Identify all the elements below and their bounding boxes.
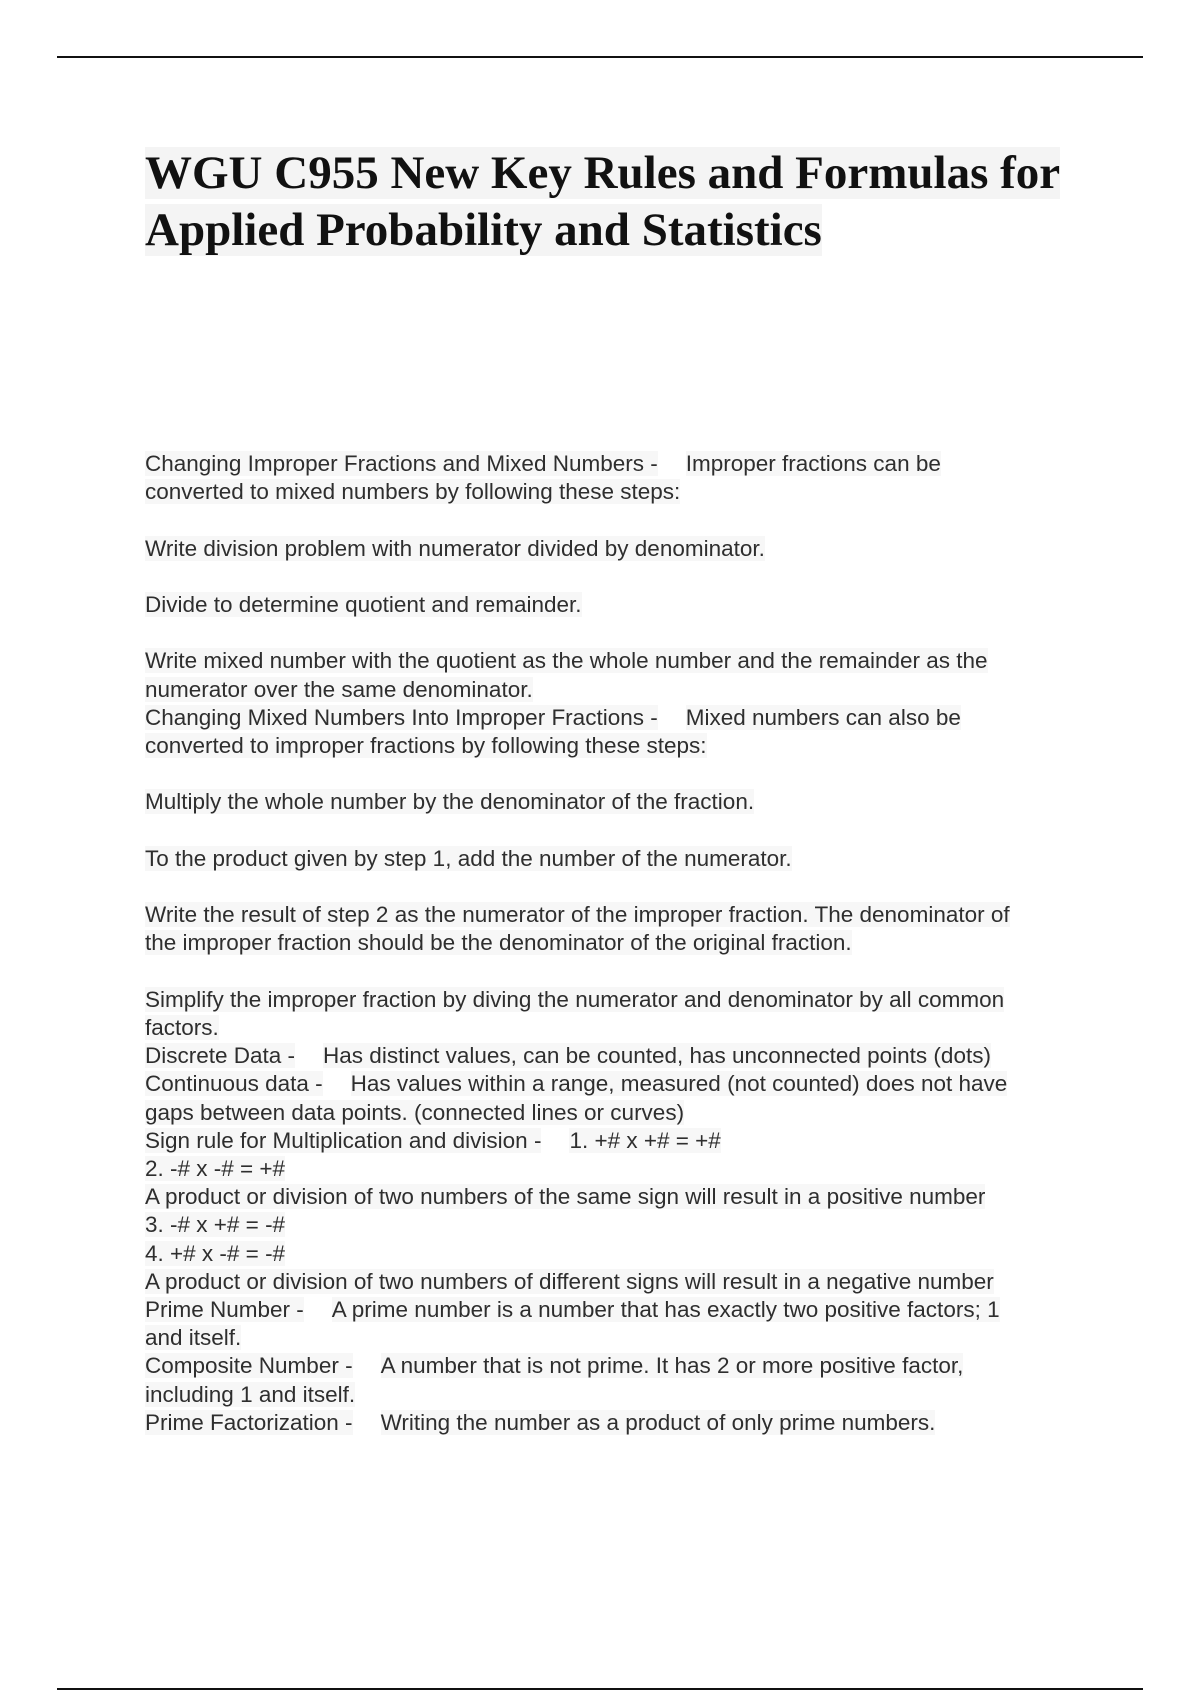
text-line: including 1 and itself.: [145, 1381, 356, 1407]
definition: Has distinct values, can be counted, has unconnected points (dots): [323, 1043, 991, 1069]
text-line: [145, 1127, 1145, 1155]
text-line: To the product given by step 1, add the number of the numerator.: [145, 845, 792, 871]
title-line-1: WGU C955 New Key Rules and Formulas for: [145, 147, 1061, 199]
term: Prime Factorization -: [145, 1409, 353, 1435]
term: Prime Number -: [145, 1296, 304, 1322]
document-title: [145, 145, 1145, 259]
text-line: [145, 450, 1145, 478]
top-rule: [57, 56, 1143, 58]
text-line: 3. -# x +# = -#: [145, 1212, 286, 1238]
text-line: Write the result of step 2 as the numerator of the improper fraction. The denominator of: [145, 902, 1010, 928]
text-line: Simplify the improper fraction by diving the numerator and denominator by all common: [145, 986, 1005, 1012]
text-line: and itself.: [145, 1325, 242, 1351]
text-line: [145, 1042, 1145, 1070]
text-line: the improper fraction should be the denominator of the original fraction.: [145, 930, 852, 956]
text-line: [145, 1070, 1145, 1098]
title-line-2: Applied Probability and Statistics: [145, 204, 822, 256]
definition: A prime number is a number that has exactly two positive factors; 1: [331, 1296, 1000, 1322]
text-line: [145, 1352, 1145, 1380]
term: Discrete Data -: [145, 1043, 296, 1069]
text-line: Multiply the whole number by the denominator of the fraction.: [145, 789, 755, 815]
definition: Has values within a range, measured (not counted) does not have: [350, 1071, 1008, 1097]
text-line: 4. +# x -# = -#: [145, 1240, 286, 1266]
text-line: numerator over the same denominator.: [145, 676, 533, 702]
text-line: [145, 1409, 1145, 1437]
document-body: [145, 450, 1145, 1437]
definition: Improper fractions can be: [685, 451, 941, 476]
text-line: A product or division of two numbers of the same sign will result in a positive number: [145, 1184, 986, 1210]
text-line: factors.: [145, 1014, 219, 1040]
text-line: [145, 1296, 1145, 1324]
term: Sign rule for Multiplication and division -: [145, 1127, 542, 1153]
term: Changing Improper Fractions and Mixed Numbers -: [145, 451, 658, 476]
text-line: Divide to determine quotient and remainder.: [145, 591, 582, 617]
bottom-rule: [57, 1688, 1143, 1690]
definition: Mixed numbers can also be: [685, 704, 961, 730]
text-line: Write division problem with numerator divided by denominator.: [145, 535, 765, 561]
text-line: converted to improper fractions by following these steps:: [145, 732, 707, 758]
text-line: converted to mixed numbers by following these steps:: [145, 479, 681, 505]
text-line: A product or division of two numbers of different signs will result in a negative number: [145, 1268, 994, 1294]
text-line: gaps between data points. (connected lines or curves): [145, 1099, 685, 1125]
term: Composite Number -: [145, 1353, 353, 1379]
term: Continuous data -: [145, 1071, 323, 1097]
definition: Writing the number as a product of only prime numbers.: [380, 1409, 936, 1435]
text-line: [145, 704, 1145, 732]
term: Changing Mixed Numbers Into Improper Fractions -: [145, 704, 658, 730]
text-line: Write mixed number with the quotient as the whole number and the remainder as the: [145, 648, 988, 674]
text-line: 2. -# x -# = +#: [145, 1155, 286, 1181]
definition: 1. +# x +# = +#: [569, 1127, 721, 1153]
definition: A number that is not prime. It has 2 or more positive factor,: [380, 1353, 964, 1379]
